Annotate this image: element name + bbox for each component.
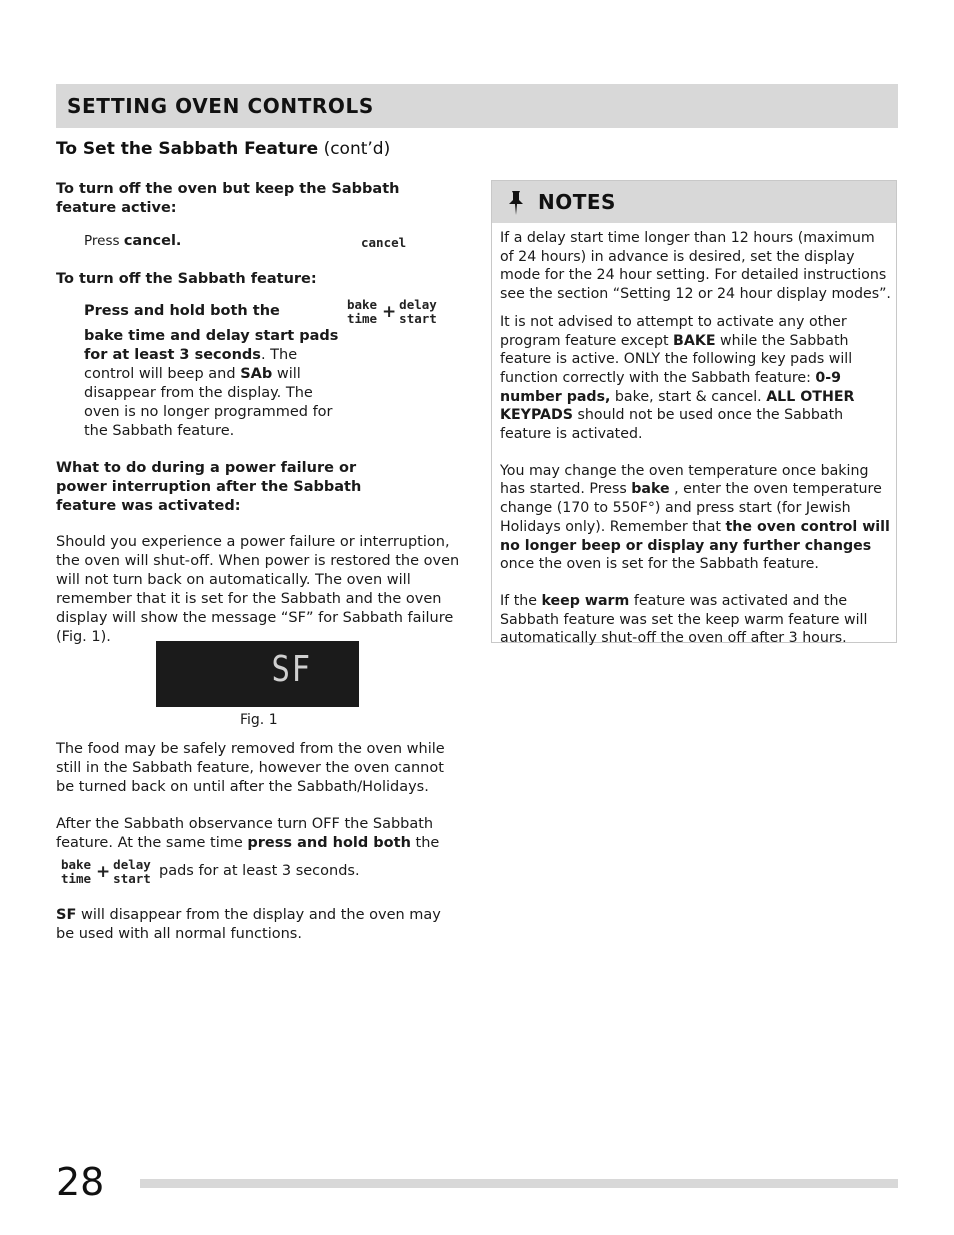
- oven-display-figure: [156, 641, 359, 707]
- food-removal-text: The food may be safely removed from the oven while still in the Sabbath feature, however the oven cannot be turned back on until after the Sabbath/Holidays.: [56, 741, 445, 795]
- note-change-temperature: You may change the oven temperature once baking has started. Press bake , enter the oven temperature change (170 to 550F°) and press start (for Jewish Holidays only). Remember that the oven control will no longer beep or display any further changes once the oven is set for the Sabbath feature.: [500, 462, 890, 573]
- notes-body: [500, 229, 892, 648]
- page-number: 28: [56, 1160, 105, 1204]
- bake-time-delay-start-keypad-icon: [346, 298, 442, 330]
- heading-turn-off-keep: To turn off the oven but keep the Sabbath feature active:: [56, 181, 400, 216]
- press-hold-line: Press and hold both the: [84, 303, 280, 319]
- plus-icon: +: [382, 302, 397, 322]
- footer-bar: [140, 1179, 898, 1188]
- section-subhead: [56, 138, 390, 160]
- pushpin-icon: [506, 189, 526, 217]
- heading-turn-off-sabbath: To turn off the Sabbath feature:: [56, 271, 317, 287]
- figure-caption: Fig. 1: [240, 712, 278, 728]
- cancel-keypad-icon: cancel: [361, 235, 407, 250]
- note-keep-warm: If the keep warm feature was activated and the Sabbath feature was set the keep warm feature will automatically shut-off the oven off after 3 hours.: [500, 592, 868, 647]
- press-cancel-text: Press cancel.: [84, 233, 182, 249]
- subhead-title: To Set the Sabbath Feature: [56, 139, 319, 159]
- note-program-features: It is not advised to attempt to activate any other program feature except BAKE while the Sabbath feature is active. ONLY the following key pads will function correctly with the Sabbath feature: 0-9 number pads, bake, start & cancel. ALL OTHER KEYPADS should not be used once the Sabbath feature is activated.: [500, 313, 855, 443]
- notes-box: [491, 180, 897, 647]
- turn-off-sabbath-body: bake time and delay start pads for at least 3 seconds. The control will beep and SAb will disappear from the display. The oven is no longer programmed for the Sabbath feature.: [84, 328, 339, 439]
- subhead-suffix: (cont’d): [323, 139, 391, 159]
- notes-title: NOTES: [538, 190, 616, 214]
- pads-text: pads for at least 3 seconds.: [159, 863, 360, 879]
- heading-power-failure: What to do during a power failure or power interruption after the Sabbath feature was activated:: [56, 460, 362, 514]
- bake-time-key: bake time: [346, 297, 378, 326]
- delay-start-key: delay start: [399, 297, 437, 326]
- display-readout: SF: [271, 649, 312, 690]
- note-delay-start: If a delay start time longer than 12 hours (maximum of 24 hours) in advance is desired, set the display mode for the 24 hour setting. For detailed instructions see the section “Setting 12 or 24 hour display modes”.: [500, 230, 891, 303]
- bake-time-delay-start-keypad-icon-2: [60, 858, 156, 890]
- sf-disappear-text: SF will disappear from the display and the oven may be used with all normal functions.: [56, 907, 441, 942]
- page-title: SETTING OVEN CONTROLS: [67, 94, 374, 118]
- plus-icon: +: [96, 862, 111, 882]
- delay-start-key: delay start: [113, 857, 151, 886]
- notes-header: [492, 181, 896, 223]
- after-sabbath-text: After the Sabbath observance turn OFF the Sabbath feature. At the same time press and hold both the: [56, 816, 440, 851]
- power-failure-body: Should you experience a power failure or interruption, the oven will shut-off. When power is restored the oven will not turn back on automatically. The oven will remember that it is set for the Sabbath and the oven display will show the message “SF” for Sabbath failure (Fig. 1).: [56, 534, 460, 645]
- bake-time-key: bake time: [60, 857, 92, 886]
